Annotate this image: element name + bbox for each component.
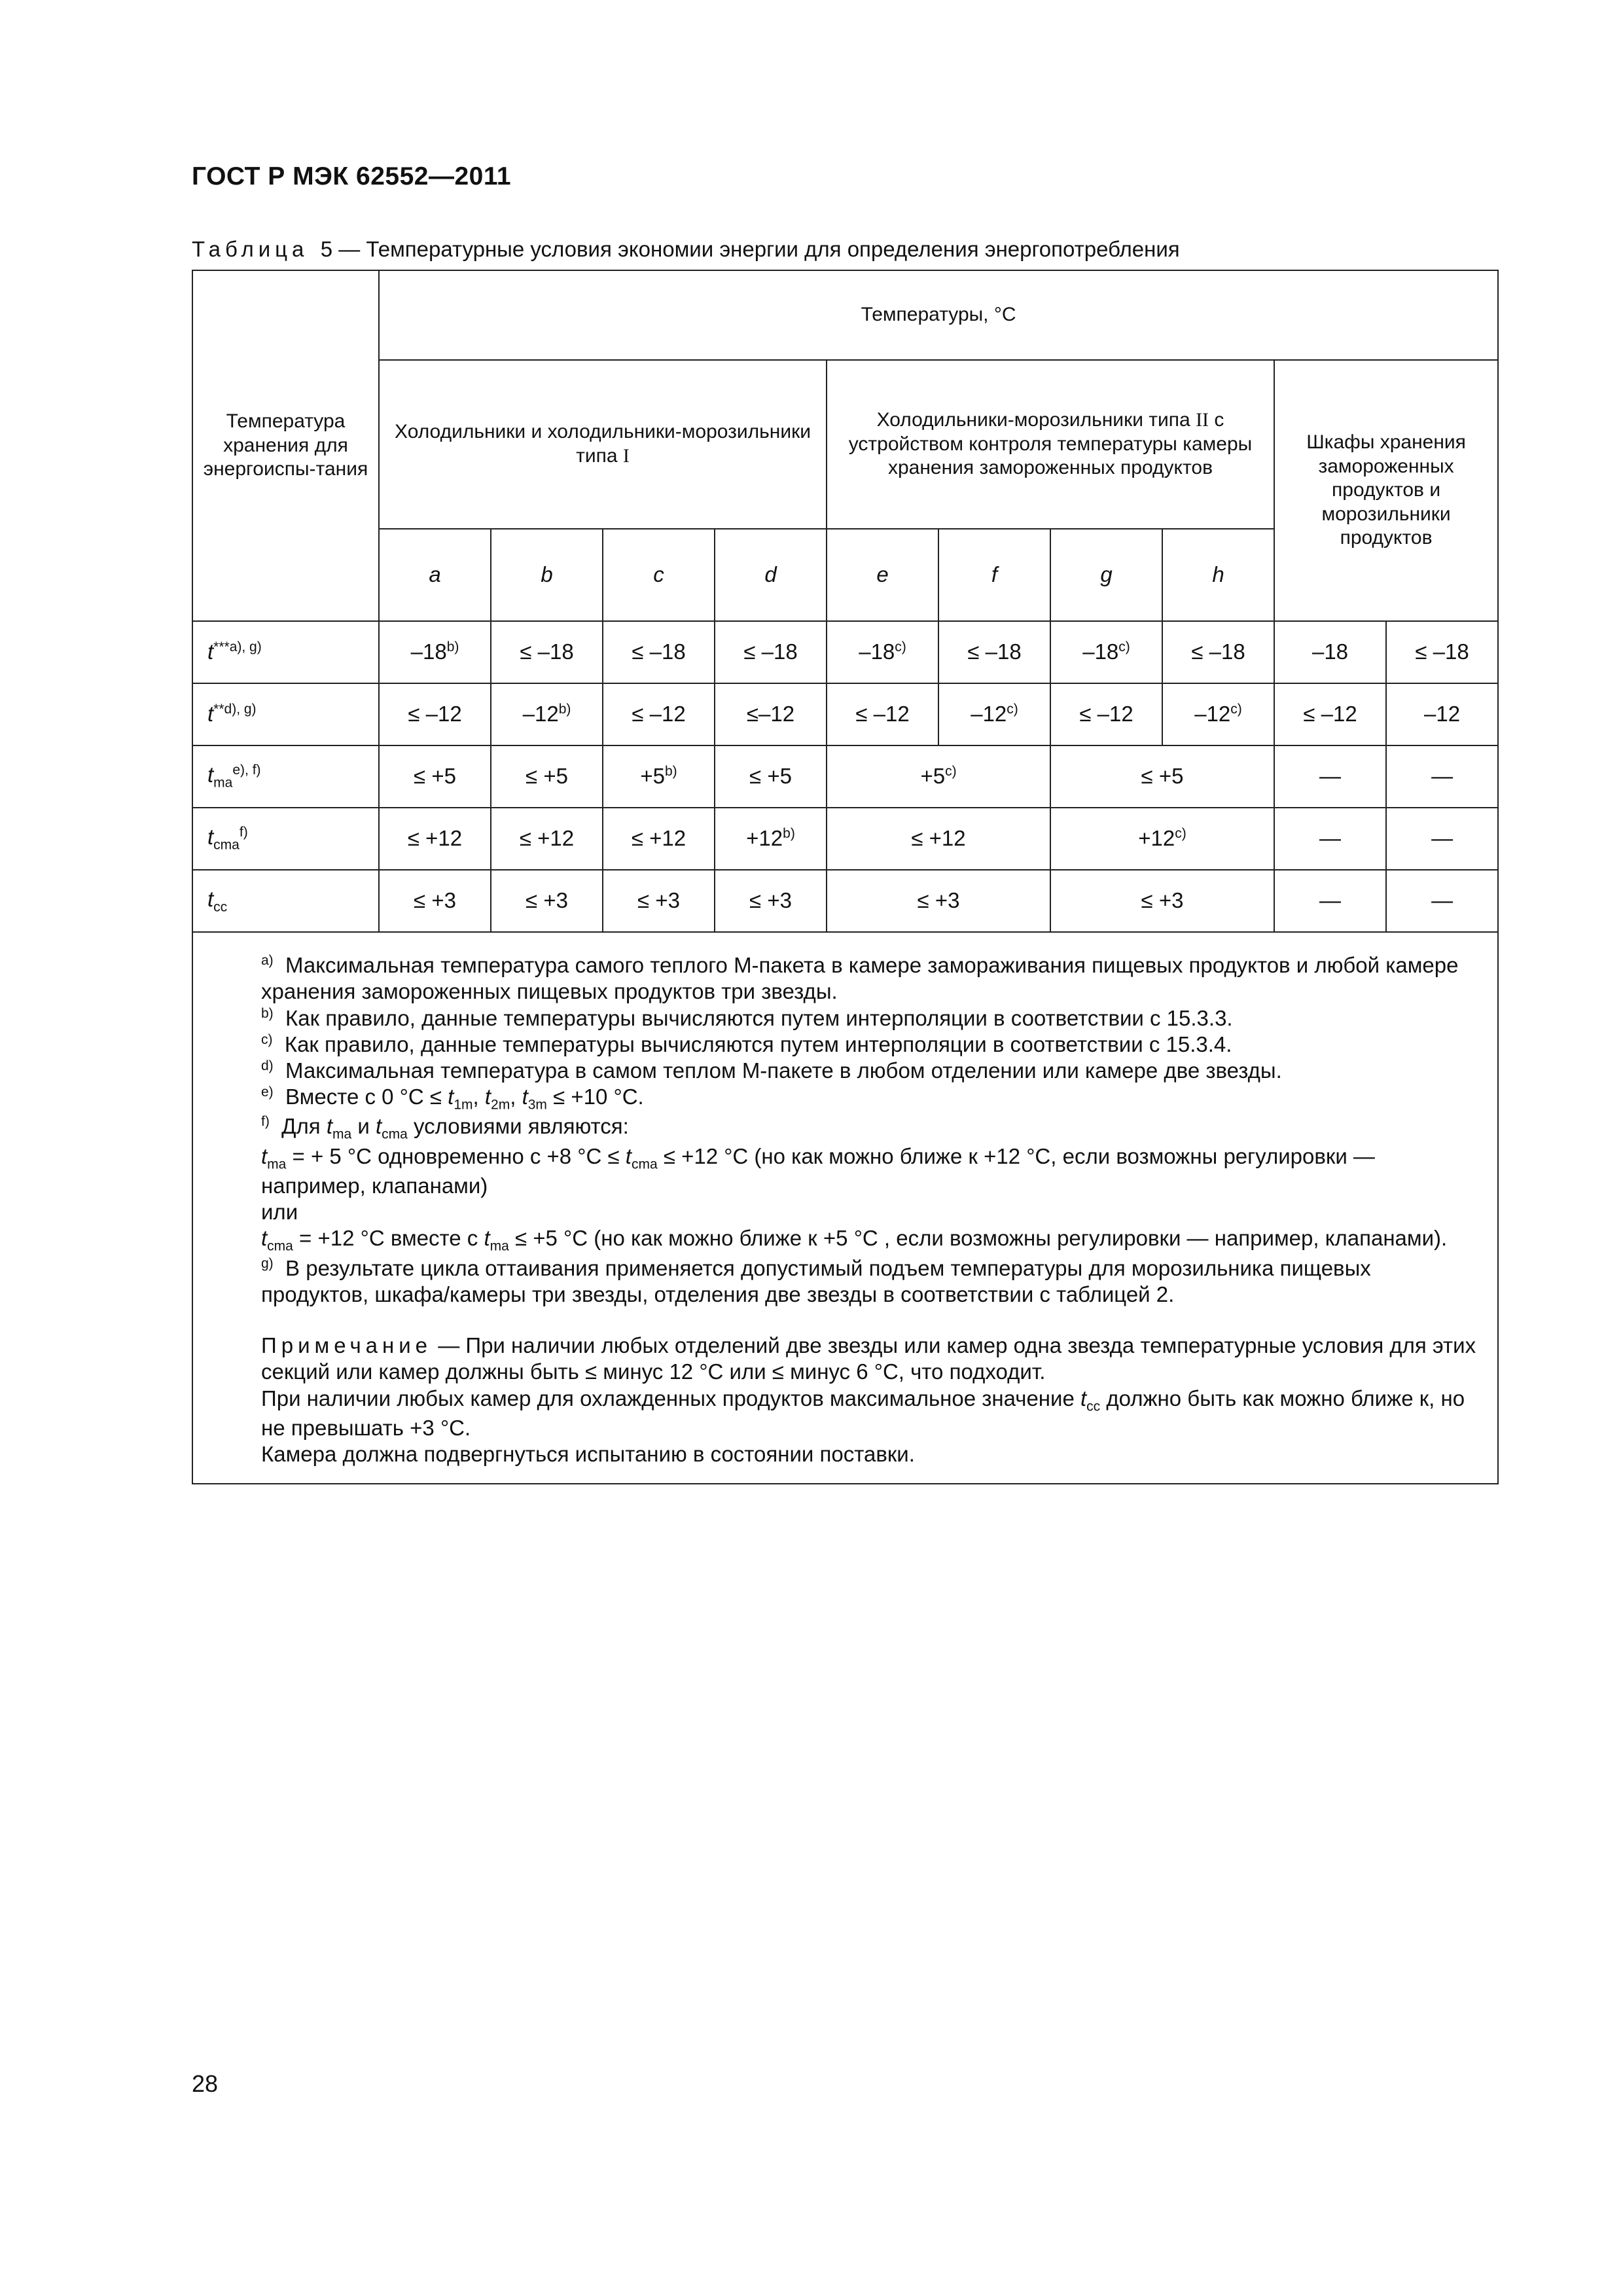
footnote-f-or: или [261,1200,298,1225]
group-refrigerators-type-1 [379,360,827,529]
table-cell: ≤ +12 [491,808,603,870]
table-cell: ≤ +5 [1050,745,1274,808]
table-cell: ≤ +3 [715,870,827,932]
table-cell: ≤ +3 [379,870,491,932]
row-label: $t^{**d), g)}$ [192,683,379,745]
table-cell: ≤ +3 [827,870,1050,932]
footnote-c: $^{c)}$ Как правило, данные температуры вычисляются путем интерполяции в соответствии с 15.3.4. [261,1031,1232,1056]
group-freezers: Шкафы хранения замороженных продуктов и морозильники продуктов [1274,360,1498,621]
table-row [192,683,1498,745]
table-cell: ≤ +5 [379,745,491,808]
table-cell: ≤ –18 [938,621,1050,683]
table-caption [192,237,1180,262]
table-cell: –18$^{b)}$ [379,621,491,683]
row-label: $t^{***a), g)}$ [192,621,379,683]
table-cell: — [1274,870,1386,932]
letter-f: f [938,529,1050,621]
table-cell: –12 [1386,683,1498,745]
table-note-3: Камера должна подвергнуться испытанию в состоянии поставки. [261,1442,915,1467]
table-cell: ≤ +12 [379,808,491,870]
table-cell: ≤ –12 [1274,683,1386,745]
table-note-2: При наличии любых камер для охлажденных продуктов максимальное значение $t_{cc}$ должно быть как можно ближе к, но не превышать +3 °С. [261,1386,1465,1440]
table-cell: $+5^{c)}$ [827,745,1050,808]
roman-numeral-1: I [622,445,630,467]
table-cell: ≤–12 [715,683,827,745]
table-cell: ≤ –18 [715,621,827,683]
table-cell: ≤ +3 [491,870,603,932]
temperatures-header: Температуры, °С [379,270,1498,360]
table-caption-text: 5 — Температурные условия экономии энергии для определения энергопотребления [320,237,1180,261]
table-cell: ≤ +5 [715,745,827,808]
table-row [192,808,1498,870]
table-cell: ≤ –12 [1050,683,1162,745]
letter-c: c [603,529,715,621]
row-label: $t_{cma}^{f)}$ [192,808,379,870]
footnote-g: $^{g)}$ В результате цикла оттаивания применяется допустимый подъем температуры для морозильника пищевых продуктов, шкафа/камеры три звезды, отделения две звезды в соответствии с таблицей 2. [261,1255,1371,1306]
letter-h: h [1162,529,1274,621]
table-cell: ≤ +12 [827,808,1050,870]
table-cell: –18 [1274,621,1386,683]
table-cell: ≤ –18 [1386,621,1498,683]
group-refrigerators-label: Холодильники и холодильники-морозильники типа [395,421,811,467]
roman-numeral-2: II [1196,409,1209,431]
table-cell: — [1386,808,1498,870]
group2-suffix: с устройством контроля температуры камеры хранения замороженных продуктов [848,409,1253,479]
row-label: $t_{cc}$ [192,870,379,932]
storage-temp-header: Температура хранения для энергоиспы-тания [192,270,379,621]
letter-a: a [379,529,491,621]
letter-e: e [827,529,938,621]
table-cell: — [1386,745,1498,808]
document-header: ГОСТ Р МЭК 62552—2011 [192,162,512,190]
letter-b: b [491,529,603,621]
table-cell: –18$^{c)}$ [1050,621,1162,683]
footnote-f: $^{f)}$ Для $t_{ma}$ и $t_{cma}$ условиями являются: [261,1114,629,1143]
row-label: $t_{ma}^{e), f)}$ [192,745,379,808]
group2-prefix: Холодильники-морозильники типа [876,409,1190,431]
table-cell: ≤ –18 [491,621,603,683]
table-cell: ≤ –18 [1162,621,1274,683]
table-cell: $+5^{b)}$ [603,745,715,808]
letter-g: g [1050,529,1162,621]
footnote-f-line2: $t_{cma} = +12$ °С вместе с $t_{ma} \le +5$ °С (но как можно ближе к +5 °С , если возможны регулировки — например, клапанами). [261,1226,1448,1254]
table-row [192,870,1498,932]
table-cell: $+12^{c)}$ [1050,808,1274,870]
table-cell: –12$^{b)}$ [491,683,603,745]
table-cell: ≤ +12 [603,808,715,870]
table-cell: ≤ +5 [491,745,603,808]
table-row [192,621,1498,683]
footnote-f-line1: $t_{ma}$ = + 5 °С одновременно с +8 $^\circ С \le t_{cma} \le +12$ °С (но как можно ближе к +12 °С, если возможны регулировки — например, клапанами) [261,1143,1375,1198]
table-cell: — [1274,745,1386,808]
table-cell: –18$^{c)}$ [827,621,938,683]
table-cell: $+12^{b)}$ [715,808,827,870]
footnote-d: $^{d)}$ Максимальная температура в самом теплом М-пакете в любом отделении или камере две звезды. [261,1058,1282,1083]
table-notes [192,932,1498,1484]
table-note: Примечание — При наличии любых отделений две звезды или камер одна звезда температурные условия для этих секций или камер должны быть ≤ минус 12 °С или ≤ минус 6 °С, что подходит. [261,1333,1476,1384]
table-cell: — [1274,808,1386,870]
group-refrigerator-freezers-type-2 [827,360,1274,529]
table-cell: ≤ +3 [603,870,715,932]
table-row [192,745,1498,808]
footnote-b: $^{b)}$ Как правило, данные температуры вычисляются путем интерполяции в соответствии с 15.3.3. [261,1005,1233,1030]
table-cell: –12$^{c)}$ [938,683,1050,745]
letter-d: d [715,529,827,621]
footnote-a: $^{a)}$ Максимальная температура самого теплого М-пакета в камере замораживания пищевых продуктов и любой камере хранения замороженных пищевых продуктов три звезды. [261,953,1459,1004]
footnote-e: $^{e)}$ Вместе с 0 $^\circ С \le t_{1m}$, $t_{2m}$, $t_{3m} \le +10$ °С. [261,1085,644,1113]
table-cell: ≤ +3 [1050,870,1274,932]
temperature-table [192,270,1499,1484]
table-cell: ≤ –18 [603,621,715,683]
table-cell: ≤ –12 [379,683,491,745]
table-cell: ≤ –12 [603,683,715,745]
table-cell: ≤ –12 [827,683,938,745]
page-number: 28 [192,2070,219,2097]
table-cell: –12$^{c)}$ [1162,683,1274,745]
table-cell: — [1386,870,1498,932]
table-caption-label: Таблица [192,237,309,261]
